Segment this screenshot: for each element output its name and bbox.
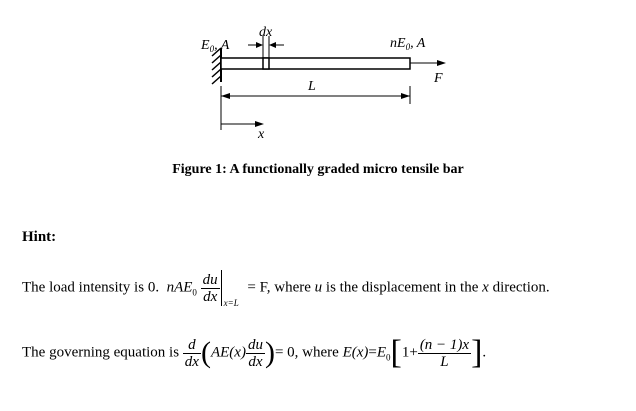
du-dx-fraction-2: $\frac{du}{dx}$ — [247, 336, 263, 370]
hint-title: Hint: — [22, 229, 57, 245]
hint-governing-equation: The governing equation is $\frac{d}{dx}$ (AE(x) $\frac{du}{dx}$ )= 0, where $E(x)=E_0[1+$ $\frac{(n - 1)x}{L}$ ]. — [22, 334, 487, 371]
evaluation-bar: x=L — [221, 270, 244, 306]
label-left-material: $E_0$, A — [201, 38, 230, 54]
modulus-function: E(x) — [342, 344, 369, 361]
d-dx-operator: $\frac{d}{dx}$ — [184, 336, 199, 370]
load-rhs: = F — [247, 279, 267, 296]
label-length: L — [308, 79, 316, 94]
force-arrow — [410, 60, 446, 66]
governing-prefix: The governing equation is — [22, 344, 180, 361]
label-force: F — [434, 71, 443, 86]
bar-body — [221, 58, 410, 69]
load-intensity-prefix: The load intensity is 0. — [22, 279, 160, 296]
load-lhs-sub: 0 — [192, 287, 197, 298]
tensile-bar-figure — [0, 0, 636, 160]
differential-element — [263, 58, 269, 69]
label-dx: dx — [259, 25, 273, 40]
load-lhs: nAE — [166, 279, 193, 296]
hint-load-intensity: The load intensity is 0. nAE$_0$ $\frac{du}{dx}$ x=L = F, where u is the displacement in the x direction. — [22, 271, 550, 308]
label-right-material: $nE_0$, A — [390, 36, 426, 52]
figure-caption: Figure 1: A functionally graded micro tensile bar — [172, 162, 464, 177]
grading-fraction: $\frac{(n - 1)x}{L}$ — [419, 336, 470, 370]
label-x: x — [258, 127, 265, 142]
du-dx-fraction: $\frac{du}{dx}$ — [202, 271, 218, 305]
